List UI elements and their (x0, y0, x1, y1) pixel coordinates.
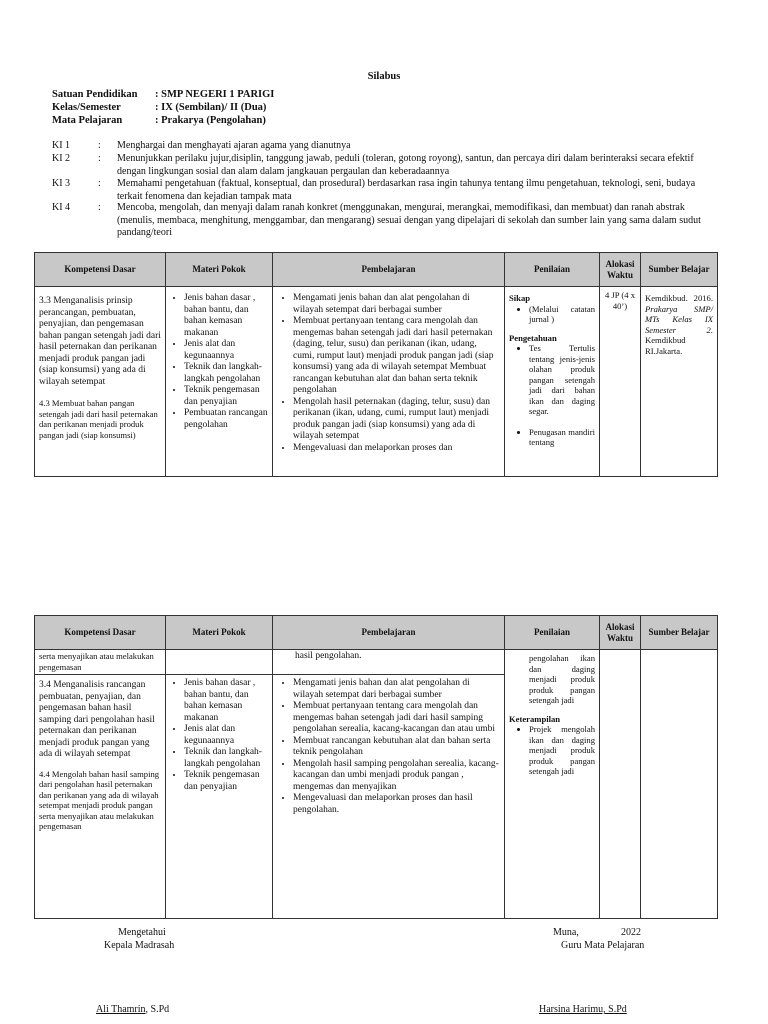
penilaian-continuation: pengolahan ikan dan daging menjadi produk produk pangan setengah jadi (529, 653, 595, 705)
sikap-label: Sikap (509, 293, 531, 303)
ki-2: KI 2 : Menunjukkan perilaku jujur,disiplin, tanggung jawab, peduli (toleran, gotong royong), santun, dan percaya diri dalam berinteraksi secara efektif dengan lingkungan sosial dan alam dalam jangkauan pergaulan dan keberadaannya (52, 153, 694, 177)
kd-4-4: 4.4 Mengolah bahan hasil samping dari pengolahan hasil peternakan dan perikanan yang ada di wilayah setempat menjadi produk pangan serta menyajikan atau melakukan pengemasan (39, 768, 160, 832)
materi-item: • Teknik pengemasan dan penyajian (184, 770, 268, 793)
syllabus-table-1 (34, 252, 718, 477)
pengetahuan-label: Pengetahuan (509, 332, 557, 343)
penilaian-cell (505, 287, 600, 477)
sumber-cell: Kemdikbud. 2016. Prakarya SMP/ MTs Kelas IX Semester 2. Kemdikbud RI.Jakarta. (641, 287, 718, 477)
signature-left-role: Kepala Madrasah (104, 940, 175, 951)
kd-cell (35, 675, 166, 919)
pembelajaran-item: • Membuat pertanyaan tentang cara mengolah dan mengemas bahan setengah jadi dari hasil peternakan (daging, telur, susu) dan perikanan (ikan, udang, cumi, rumput laut) menjadi produk pangan jadi (siap konsumsi) yang ada di wilayah setempat Membuat rancangan kebutuhan alat dan bahan serta teknik pengolahan (293, 316, 500, 397)
ki-4: KI 4 : Mencoba, mengolah, dan menyaji dalam ranah konkret (menggunakan, mengurai, merangkai, memodifikasi, dan membuat) dan ranah abstrak (menulis, membaca, menghitung, menggambar, dan mengarang) sesuai dengan yang dipelajari di sekolah dan sumber lain yang sama dalam sudut pandang/teori (52, 202, 701, 238)
materi-item: • Jenis alat dan kegunaannya (184, 724, 268, 747)
materi-item: • Pembuatan rancangan pengolahan (184, 408, 268, 431)
materi-item: • Teknik dan langkah-langkah pengolahan (184, 747, 268, 770)
kd-3-3: 3.3 Menganalisis prinsip perancangan, pembuatan, penyajian, dan pengemasan bahan pangan setengah jadi dari hasil peternakan dan perikanan menjadi produk pangan jadi (siap konsumsi) yang ada di wilayah setempat (39, 296, 161, 387)
header-kd: Kompetensi Dasar (35, 616, 166, 650)
kd-4-3: 4.3 Membuat bahan pangan setengah jadi dari hasil peternakan dan perikanan menjadi produk pangan jadi (siap konsumsi) (39, 398, 158, 440)
header-alokasi: Alokasi Waktu (600, 616, 641, 650)
header-sumber: Sumber Belajar (641, 253, 718, 287)
pembelajaran-item: • Membuat rancangan kebutuhan alat dan bahan serta teknik pengolahan (293, 736, 500, 759)
signature-left-heading: Mengetahui (118, 927, 166, 938)
signature-right-year: 2022 (621, 927, 641, 938)
pembelajaran-item: • Mengevaluasi dan melaporkan proses dan hasil pengolahan. (293, 793, 500, 816)
materi-item: • Jenis bahan dasar , bahan bantu, dan bahan kemasan makanan (184, 293, 268, 339)
syllabus-table-2 (34, 615, 718, 919)
signature-left-name: Ali Thamrin, S.Pd (96, 1004, 170, 1015)
pembelajaran-item: • Mengamati jenis bahan dan alat pengolahan di wilayah setempat dari berbagai sumber (293, 293, 500, 316)
signature-right-name: Harsina Harimu, S.Pd (539, 1004, 627, 1015)
signature-right-place: Muna, (553, 927, 579, 938)
sikap-item: • (Melalui catatan jurnal ) (529, 304, 595, 325)
header-pembelajaran: Pembelajaran (273, 253, 505, 287)
header-materi: Materi Pokok (166, 616, 273, 650)
pembelajaran-cell (273, 675, 505, 919)
materi-item: • Jenis bahan dasar , bahan bantu, dan bahan kemasan makanan (184, 678, 268, 724)
page-title: Silabus (367, 71, 401, 82)
alokasi-cell: 4 JP (4 x 40’) (600, 287, 641, 477)
meta-row-mapel: Mata Pelajaran : Prakarya (Pengolahan) (52, 115, 266, 126)
meta-row-satuan: Satuan Pendidikan : SMP NEGERI 1 PARIGI (52, 89, 275, 100)
materi-cell (166, 675, 273, 919)
header-penilaian: Penilaian (505, 616, 600, 650)
sumber-book-title: Prakarya SMP/ MTs Kelas IX Semester 2. (645, 303, 713, 335)
pengetahuan-item: • Tes Tertulis tentang jenis-jenis olahan produk pangan setengah jadi dari bahan ikan dan daging segar. (529, 343, 595, 417)
pembelajaran-item: • Mengolah hasil peternakan (daging, telur, susu) dan perikanan (ikan, udang, cumi, rumput laut) menjadi produk pangan jadi (siap konsumsi) yang ada di wilayah setempat (293, 397, 500, 443)
pembelajaran-cell (273, 287, 505, 477)
pembelajaran-item: • Mengevaluasi dan melaporkan proses dan (293, 443, 500, 455)
materi-cell (166, 287, 273, 477)
header-alokasi: Alokasi Waktu (600, 253, 641, 287)
materi-item: • Teknik dan langkah-langkah pengolahan (184, 362, 268, 385)
pembelajaran-item: • Mengolah hasil samping pengolahan serealia, kacang-kacangan dan umbi menjadi produk pangan , mengemas dan menyajikan (293, 759, 500, 794)
ki-1: KI 1 : Menghargai dan menghayati ajaran agama yang dianutnya (52, 140, 351, 151)
signature-right-role: Guru Mata Pelajaran (561, 940, 645, 951)
kd-cell (35, 287, 166, 477)
sumber-cell (641, 650, 718, 919)
penugasan-item: • Penugasan mandiri tentang (529, 427, 595, 448)
header-kd: Kompetensi Dasar (35, 253, 166, 287)
meta-row-kelas: Kelas/Semester : IX (Sembilan)/ II (Dua) (52, 102, 267, 113)
pembelajaran-item: • Membuat pertanyaan tentang cara mengolah dan mengemas bahan setengah jadi dari hasil samping pengolahan serealia, kacang-kacangan dan atau umbi (293, 701, 500, 736)
pembelajaran-continuation: hasil pengolahan. (273, 650, 505, 675)
alokasi-cell (600, 650, 641, 919)
header-pembelajaran: Pembelajaran (273, 616, 505, 650)
materi-item: • Jenis alat dan kegunaannya (184, 339, 268, 362)
penilaian-cell (505, 650, 600, 919)
kd-continuation: serta menyajikan atau melakukan pengemasan (35, 650, 166, 675)
materi-continuation (166, 650, 273, 675)
keterampilan-label: Keterampilan (509, 713, 561, 724)
keterampilan-item: • Projek mengolah ikan dan daging menjadi produk produk pangan setengah jadi (529, 724, 595, 777)
pembelajaran-item: • Mengamati jenis bahan dan alat pengolahan di wilayah setempat dari berbagai sumber (293, 678, 500, 701)
kd-3-4: 3.4 Menganalisis rancangan pembuatan, penyajian, dan pengemasan bahan hasil samping dari pengolahan hasil peternakan dan perikanan menjadi produk pangan yang ada di wilayah setempat (39, 680, 155, 760)
header-sumber: Sumber Belajar (641, 616, 718, 650)
ki-3: KI 3 : Memahami pengetahuan (faktual, konseptual, dan prosedural) berdasarkan rasa ingin tahunya tentang ilmu pengetahuan, teknologi, seni, budaya terkait fenomena dan kejadian tampak mata (52, 178, 696, 202)
header-materi: Materi Pokok (166, 253, 273, 287)
materi-item: • Teknik pengemasan dan penyajian (184, 385, 268, 408)
header-penilaian: Penilaian (505, 253, 600, 287)
